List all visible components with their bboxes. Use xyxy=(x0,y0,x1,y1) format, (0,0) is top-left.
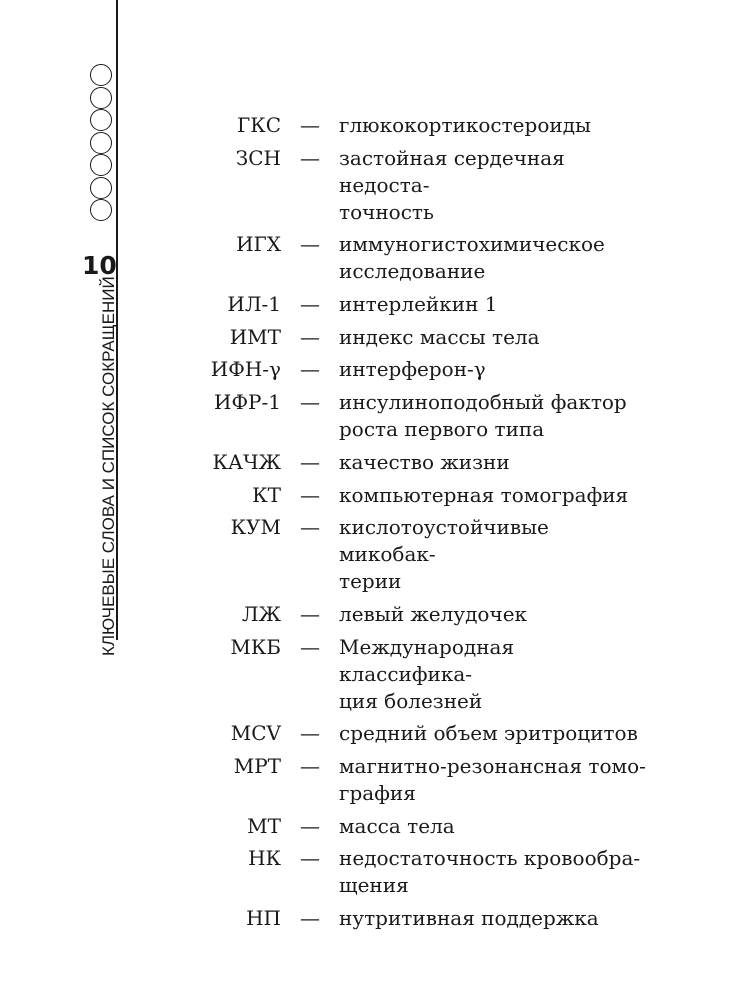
abbreviation: КУМ xyxy=(230,515,281,540)
definition xyxy=(339,324,649,351)
em-dash: — xyxy=(300,449,320,474)
em-dash: — xyxy=(300,232,320,257)
em-dash: — xyxy=(300,753,320,778)
abbreviation: ИМТ xyxy=(229,324,281,349)
em-dash: — xyxy=(300,601,320,626)
definition xyxy=(339,112,649,139)
definition-line: глюкокортикостероиды xyxy=(339,113,591,137)
abbreviation: ЛЖ xyxy=(241,601,281,626)
abbreviation: ИГХ xyxy=(236,232,281,257)
definition-line: ция болезней xyxy=(339,688,483,713)
abbreviation-entry xyxy=(150,356,670,383)
abbreviation-entry xyxy=(150,514,670,595)
abbreviation-entry xyxy=(150,905,670,932)
abbreviation: МРТ xyxy=(233,753,281,778)
circle-icon xyxy=(90,87,112,109)
em-dash: — xyxy=(300,906,320,930)
definition-line: средний объем эритроцитов xyxy=(339,721,638,746)
definition xyxy=(339,753,649,807)
circle-icon xyxy=(90,154,112,176)
definition xyxy=(339,905,649,932)
abbreviation-entry xyxy=(150,845,670,899)
definition-line: Международная классифика- xyxy=(339,634,515,686)
definition-line: иммуногистохимическое xyxy=(339,232,605,257)
abbreviation-entry xyxy=(150,145,670,226)
definition-line: интерферон-γ xyxy=(339,357,486,382)
em-dash: — xyxy=(300,145,320,170)
definition-line: точность xyxy=(339,199,434,224)
definition-line: масса тела xyxy=(339,813,455,838)
definition xyxy=(339,356,649,383)
definition-line: недостаточность кровообра- xyxy=(339,846,641,871)
definition-line: нутритивная поддержка xyxy=(339,906,599,930)
abbreviation: НП xyxy=(246,906,281,930)
em-dash: — xyxy=(300,324,320,349)
definition-line: интерлейкин 1 xyxy=(339,292,498,317)
em-dash: — xyxy=(300,390,320,415)
abbreviation: МКБ xyxy=(230,634,281,659)
definition xyxy=(339,601,649,628)
abbreviation-entry xyxy=(150,482,670,509)
page-number: 10 xyxy=(82,251,117,280)
em-dash: — xyxy=(300,813,320,838)
abbreviation: ИФН-γ xyxy=(210,357,281,382)
abbreviation-entry xyxy=(150,449,670,476)
circle-icon xyxy=(90,177,112,199)
definition-line: качество жизни xyxy=(339,449,510,474)
abbreviation: ИФР-1 xyxy=(214,390,281,415)
abbreviation: ГКС xyxy=(236,113,281,137)
definition xyxy=(339,482,649,509)
definition xyxy=(339,389,649,443)
abbreviation: КАЧЖ xyxy=(212,449,281,474)
definition xyxy=(339,813,649,840)
abbreviation-entry xyxy=(150,634,670,715)
abbreviation-entry xyxy=(150,813,670,840)
definition xyxy=(339,845,649,899)
circle-icon xyxy=(90,199,112,221)
definition-line: инсулиноподобный фактор xyxy=(339,390,627,415)
em-dash: — xyxy=(300,515,320,540)
definition xyxy=(339,514,649,595)
section-title: КЛЮЧЕВЫЕ СЛОВА И СПИСОК СОКРАЩЕНИЙ xyxy=(99,276,118,656)
definition-line: компьютерная томография xyxy=(339,482,629,507)
definition xyxy=(339,720,649,747)
abbreviation-entry xyxy=(150,720,670,747)
em-dash: — xyxy=(300,846,320,871)
em-dash: — xyxy=(300,721,320,746)
em-dash: — xyxy=(300,357,320,382)
definition-line: роста первого типа xyxy=(339,417,545,442)
em-dash: — xyxy=(300,113,320,137)
em-dash: — xyxy=(300,634,320,659)
abbreviation-entry xyxy=(150,291,670,318)
definition-line: графия xyxy=(339,780,416,805)
em-dash: — xyxy=(300,482,320,507)
definition xyxy=(339,449,649,476)
abbreviation: ИЛ-1 xyxy=(227,292,281,317)
circle-icon xyxy=(90,109,112,131)
abbreviation: КТ xyxy=(252,482,281,507)
abbreviation-entry xyxy=(150,601,670,628)
em-dash: — xyxy=(300,292,320,317)
abbreviation: ЗСН xyxy=(235,145,281,170)
abbreviation-entry xyxy=(150,753,670,807)
definition-line: щения xyxy=(339,873,409,898)
abbreviation-list xyxy=(150,112,670,938)
definition-line: терии xyxy=(339,569,402,594)
abbreviation-entry xyxy=(150,112,670,139)
definition xyxy=(339,291,649,318)
abbreviation: MCV xyxy=(230,721,281,746)
circle-icon xyxy=(90,64,112,86)
decorative-circles xyxy=(90,64,116,222)
abbreviation-entry xyxy=(150,231,670,285)
circle-icon xyxy=(90,132,112,154)
abbreviation: МТ xyxy=(247,813,281,838)
definition-line: исследование xyxy=(339,259,486,284)
definition-line: магнитно-резонансная томо- xyxy=(339,753,646,778)
definition xyxy=(339,231,649,285)
abbreviation: НК xyxy=(248,846,281,871)
abbreviation-entry xyxy=(150,324,670,351)
definition-line: левый желудочек xyxy=(339,601,528,626)
definition xyxy=(339,145,649,226)
definition-line: индекс массы тела xyxy=(339,324,540,349)
definition xyxy=(339,634,649,715)
abbreviation-entry xyxy=(150,389,670,443)
definition-line: кислотоустойчивые микобак- xyxy=(339,515,549,567)
definition-line: застойная сердечная недоста- xyxy=(339,145,565,197)
